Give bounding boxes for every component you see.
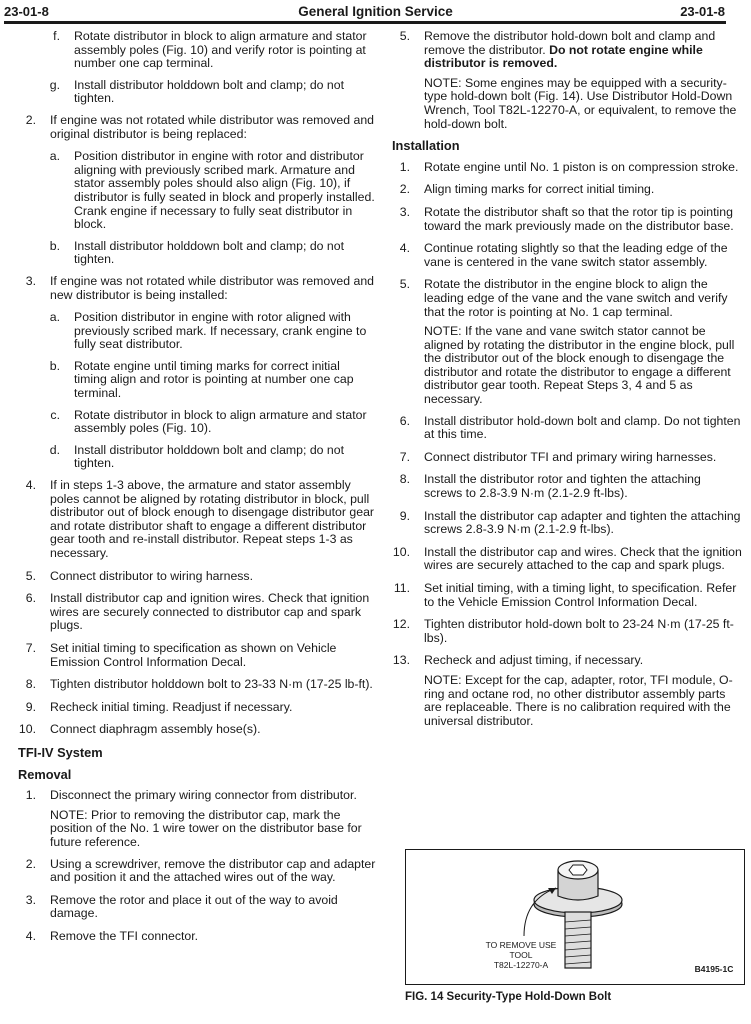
install-step-8: 8. Install the distributor rotor and tighten the attaching screws to 2.8-3.9 N·m (2.1-2.9 ft-lbs). bbox=[399, 472, 701, 501]
removal-note-1: NOTE: Prior to removing the distributor cap, mark the position of the No. 1 wire tower on the distributor base for future reference. bbox=[50, 807, 362, 849]
step-3c: c. Rotate distributor in block to align armature and stator assembly poles (Fig. 10). bbox=[50, 407, 367, 436]
step-text: Install distributor holddown bolt and clamp; do not tighten. bbox=[74, 77, 345, 106]
figure-caption: FIG. 14 Security-Type Hold-Down Bolt bbox=[405, 991, 612, 1003]
step-text: Disconnect the primary wiring connector from distributor. bbox=[50, 788, 357, 803]
step-text: Rotate distributor in block to align armature and stator assembly poles (Fig. 10) and verify rotor is pointing at number one cap terminal. bbox=[74, 29, 367, 71]
header-rule bbox=[4, 21, 726, 24]
install-step-2: 2. Align timing marks for correct initial timing. bbox=[399, 182, 655, 197]
step-text: If in steps 1-3 above, the armature and stator assembly poles cannot be aligned by rotating distributor in block, pull distributor out of block enough to disengage distributor gear and rotate distributor shaft to engage a different distributor gear tooth and re-install distributor. Repeat steps 1-3 as necessary. bbox=[50, 478, 375, 560]
install-note-13: NOTE: Except for the cap, adapter, rotor, TFI module, O-ring and octane rod, no other distributor assembly parts are replaceable. There is no calibration required with the universal distributor. bbox=[424, 672, 733, 728]
step-8: 8. Tighten distributor holddown bolt to 23-33 N·m (17-25 lb-ft). bbox=[25, 677, 373, 692]
step-3d: d. Install distributor holddown bolt and clamp; do not tighten. bbox=[49, 442, 345, 471]
step-text: Connect distributor TFI and primary wiring harnesses. bbox=[424, 449, 717, 464]
step-g: g. Install distributor holddown bolt and clamp; do not tighten. bbox=[49, 77, 345, 106]
step-text: Install the distributor cap adapter and tighten the attaching screws 2.8-3.9 N·m (2.1-2.9 ft-lbs). bbox=[424, 508, 741, 537]
step-3b: b. Rotate engine until timing marks for correct initial timing align and rotor is pointing at number one cap terminal. bbox=[49, 358, 354, 401]
figure-code: B4195-1C bbox=[694, 964, 734, 974]
removal-note-5: NOTE: Some engines may be equipped with a security-type hold-down bolt (Fig. 14). Use Distributor Hold-Down Wrench, Tool T82L-12270-A, or equivalent, to remove the hold-down bolt. bbox=[424, 75, 737, 131]
step-text: Connect distributor to wiring harness. bbox=[50, 568, 253, 583]
figure-label: TO REMOVE USE TOOL T82L-12270-A bbox=[485, 940, 557, 970]
step-text: Continue rotating slightly so that the leading edge of the vane is centered in the vane switch stator assembly. bbox=[424, 241, 728, 269]
install-step-7: 7. Connect distributor TFI and primary wiring harnesses. bbox=[399, 449, 717, 464]
left-column bbox=[10, 30, 376, 952]
section-heading-tfi: TFI-IV System bbox=[18, 744, 103, 760]
step-text: Tighten distributor hold-down bolt to 23-24 N·m (17-25 ft-lbs). bbox=[424, 617, 734, 645]
step-2: 2. If engine was not rotated while distributor was removed and original distributor is being replaced: bbox=[25, 112, 374, 141]
install-step-5: 5. Rotate the distributor in the engine block to align the leading edge of the vane and the vane switch and verify that the rotor is pointing at No. 1 cap terminal. bbox=[399, 277, 728, 319]
step-7: 7. Set initial timing to specification as shown on Vehicle Emission Control Information Decal. bbox=[25, 640, 337, 669]
page-number-left: 23-01-8 bbox=[4, 4, 49, 19]
step-text: Install the distributor cap and wires. Check that the ignition wires are securely attached to the cap and spark plugs. bbox=[424, 544, 742, 573]
section-heading-installation: Installation bbox=[392, 138, 460, 154]
section-heading-removal: Removal bbox=[18, 766, 72, 782]
step-3a: a. Position distributor in engine with rotor aligned with previously scribed mark. If necessary, crank engine to fully seat distributor. bbox=[49, 310, 367, 352]
step-text: If engine was not rotated while distributor was removed and new distributor is being installed: bbox=[50, 273, 374, 302]
removal-step-5: 5. Remove the distributor hold-down bolt and clamp and remove the distributor. Do not rotate engine while distributor is removed. bbox=[399, 29, 716, 71]
right-column bbox=[384, 30, 742, 736]
step-text: Using a screwdriver, remove the distributor cap and adapter and position it and the attached wires out of the way. bbox=[50, 856, 376, 885]
removal-step-1: 1. Disconnect the primary wiring connector from distributor. bbox=[25, 788, 357, 803]
install-step-12: 12. Tighten distributor hold-down bolt to 23-24 N·m (17-25 ft-lbs). bbox=[392, 617, 734, 645]
step-text: If engine was not rotated while distributor was removed and original distributor is being replaced: bbox=[50, 112, 374, 141]
step-text: Rotate the distributor in the engine block to align the leading edge of the vane and the vane switch and verify that the rotor is pointing at No. 1 cap terminal. bbox=[424, 277, 728, 319]
step-2b: b. Install distributor holddown bolt and clamp; do not tighten. bbox=[49, 238, 345, 267]
page-header bbox=[0, 0, 751, 26]
step-3: 3. If engine was not rotated while distributor was removed and new distributor is being installed: bbox=[25, 273, 374, 302]
step-text: Install distributor cap and ignition wires. Check that ignition wires are securely connected to distributor cap and spark plugs. bbox=[50, 591, 370, 633]
figure-14 bbox=[405, 849, 745, 985]
install-note-5: NOTE: If the vane and vane switch stator cannot be aligned by rotating the distributor in the engine block, pull the distributor out of the block enough to disengage the distributor and rotate the distributor to engage a different distributor gear tooth. Repeat Steps 3, 4 and 5 as necessary. bbox=[424, 324, 735, 407]
install-step-10: 10. Install the distributor cap and wires. Check that the ignition wires are securely attached to the cap and spark plugs. bbox=[392, 544, 742, 573]
step-9: 9. Recheck initial timing. Readjust if necessary. bbox=[25, 699, 293, 714]
install-step-3: 3. Rotate the distributor shaft so that the rotor tip is pointing toward the mark previously made on the distributor base. bbox=[399, 204, 734, 233]
step-text: Tighten distributor holddown bolt to 23-33 N·m (17-25 lb-ft). bbox=[50, 677, 373, 692]
step-text: Recheck and adjust timing, if necessary. bbox=[424, 653, 644, 668]
install-step-13: 13. Recheck and adjust timing, if necessary. bbox=[392, 653, 644, 668]
step-text: Set initial timing to specification as shown on Vehicle Emission Control Information Decal. bbox=[50, 640, 337, 669]
step-text: Remove the rotor and place it out of the way to avoid damage. bbox=[50, 892, 338, 921]
removal-step-2: 2. Using a screwdriver, remove the distributor cap and adapter and position it and the attached wires out of the way. bbox=[25, 856, 376, 885]
step-text: Install distributor holddown bolt and clamp; do not tighten. bbox=[74, 238, 345, 267]
step-2a: a. Position distributor in engine with rotor and distributor aligning with previously scribed mark. Armature and stator assembly poles should also align (Fig. 10), if distributor is fully seated in block and properly installed. Crank engine if necessary to fully seat distributor in block. bbox=[49, 149, 375, 232]
step-text: Rotate the distributor shaft so that the rotor tip is pointing toward the mark previously made on the distributor base. bbox=[424, 204, 734, 233]
removal-step-3: 3. Remove the rotor and place it out of the way to avoid damage. bbox=[25, 892, 338, 921]
install-step-4: 4. Continue rotating slightly so that the leading edge of the vane is centered in the vane switch stator assembly. bbox=[399, 241, 728, 269]
step-text: Rotate engine until timing marks for correct initial timing align and rotor is pointing at number one cap terminal. bbox=[74, 358, 354, 401]
page-number-right: 23-01-8 bbox=[680, 4, 725, 19]
step-5: 5. Connect distributor to wiring harness. bbox=[25, 568, 253, 583]
step-text: Remove the distributor hold-down bolt and clamp and remove the distributor. bbox=[424, 29, 716, 57]
step-text: Set initial timing, with a timing light, to specification. Refer to the Vehicle Emission Control Information Decal. bbox=[424, 581, 737, 609]
install-step-11: 11. Set initial timing, with a timing light, to specification. Refer to the Vehicle Emission Control Information Decal. bbox=[393, 581, 737, 609]
step-f: f. Rotate distributor in block to align armature and stator assembly poles (Fig. 10) and verify rotor is pointing at number one cap terminal. bbox=[53, 29, 367, 71]
step-text: Rotate distributor in block to align armature and stator assembly poles (Fig. 10). bbox=[74, 407, 367, 436]
step-6: 6. Install distributor cap and ignition wires. Check that ignition wires are securely connected to distributor cap and spark plugs. bbox=[25, 591, 370, 633]
step-text: Connect diaphragm assembly hose(s). bbox=[50, 722, 261, 737]
removal-step-4: 4. Remove the TFI connector. bbox=[25, 928, 199, 943]
page-title: General Ignition Service bbox=[298, 4, 453, 19]
step-text: Recheck initial timing. Readjust if necessary. bbox=[50, 699, 293, 714]
install-step-9: 9. Install the distributor cap adapter and tighten the attaching screws 2.8-3.9 N·m (2.1-2.9 ft-lbs). bbox=[399, 508, 741, 537]
install-step-6: 6. Install distributor hold-down bolt and clamp. Do not tighten at this time. bbox=[399, 413, 741, 442]
step-4: 4. If in steps 1-3 above, the armature and stator assembly poles cannot be aligned by rotating distributor in block, pull distributor out of block enough to disengage distributor gear and rotate distributor shaft to engage a different distributor gear tooth and re-install distributor. Repeat steps 1-3 as necessary. bbox=[25, 478, 375, 560]
step-text: Remove the TFI connector. bbox=[50, 928, 199, 943]
step-10: 10. Connect diaphragm assembly hose(s). bbox=[18, 722, 261, 737]
step-text: Install distributor hold-down bolt and clamp. Do not tighten at this time. bbox=[424, 413, 741, 442]
install-step-1: 1. Rotate engine until No. 1 piston is on compression stroke. bbox=[399, 159, 739, 174]
step-text: Align timing marks for correct initial timing. bbox=[424, 182, 655, 197]
warning-text: Do not rotate engine while distributor is removed. bbox=[424, 42, 703, 71]
step-text: Install distributor holddown bolt and clamp; do not tighten. bbox=[74, 442, 345, 471]
step-text: Rotate engine until No. 1 piston is on compression stroke. bbox=[424, 159, 739, 174]
step-text: Position distributor in engine with rotor aligned with previously scribed mark. If necessary, crank engine to fully seat distributor. bbox=[74, 310, 367, 352]
step-text: Install the distributor rotor and tighten the attaching screws to 2.8-3.9 N·m (2.1-2.9 ft-lbs). bbox=[424, 472, 701, 501]
step-text: Position distributor in engine with rotor and distributor aligning with previously scribed mark. Armature and stator assembly poles should also align (Fig. 10), if distributor is fully seated in block and properly installed. Crank engine if necessary to fully seat distributor in block. bbox=[74, 149, 375, 232]
